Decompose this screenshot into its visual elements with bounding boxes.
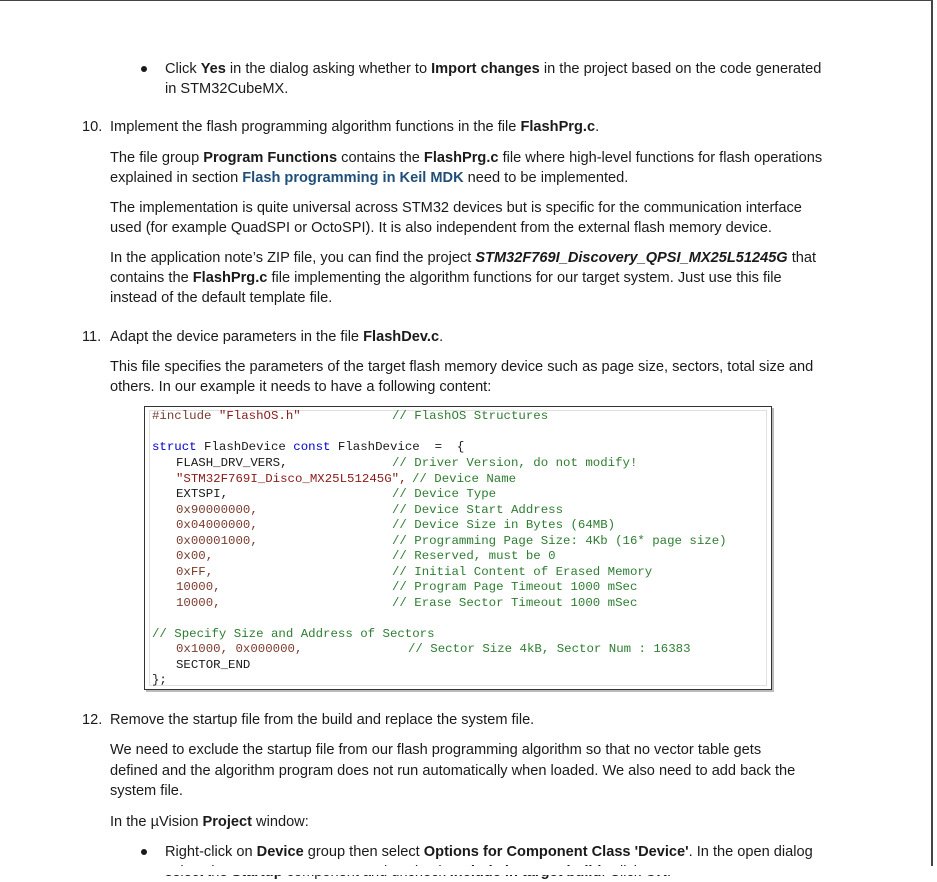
step-10-para-1: The file group Program Functions contains the FlashPrg.c file where high-level functions for flash operations — [110, 150, 823, 166]
code-field-value: 0x90000000, — [176, 502, 258, 517]
step-11-number: 11. — [82, 329, 102, 345]
code-sector-values: 0x1000, 0x000000, — [176, 642, 303, 656]
code-field-value: 0xFF, — [176, 564, 214, 579]
step-11-heading: Adapt the device parameters in the file FlashDev.c. — [110, 329, 444, 345]
code-field-comment: // Device Size in Bytes (64MB) — [392, 518, 616, 532]
code-field-comment: // Device Name — [412, 471, 517, 486]
step-11-para-line2: others. In our example it needs to have a following content: — [110, 379, 492, 395]
code-include-comment: // FlashOS Structures — [392, 409, 549, 423]
code-field-value: "STM32F769I_Disco_MX25L51245G", — [176, 471, 407, 486]
code-close-brace: }; — [152, 673, 167, 687]
code-sector-comment: // Specify Size and Address of Sectors — [152, 627, 435, 641]
step-10-para-2-line1: The implementation is quite universal across STM32 devices but is specific for the communication interface — [110, 200, 802, 216]
page-bottom-cutoff — [0, 866, 937, 875]
code-field-comment: // Initial Content of Erased Memory — [392, 564, 653, 579]
step-12-heading: Remove the startup file from the build and replace the system file. — [110, 712, 535, 728]
code-field-value: 0x04000000, — [176, 518, 258, 532]
section-link[interactable]: Flash programming in Keil MDK — [242, 170, 464, 186]
code-field-comment: // Erase Sector Timeout 1000 mSec — [392, 595, 638, 610]
bullet-import-changes-line2: in STM32CubeMX. — [165, 81, 289, 97]
step-10-para-3: In the application note’s ZIP file, you can find the project STM32F769I_Discovery_QPSI_MX25L51245G that — [110, 250, 817, 266]
code-field-value: EXTSPI, — [176, 487, 229, 501]
code-include-line: #include "FlashOS.h" — [152, 409, 301, 423]
code-field-comment: // Device Start Address — [392, 502, 564, 517]
code-field-value: 10000, — [176, 580, 221, 594]
code-field-comment: // Programming Page Size: 4Kb (16* page size) — [392, 533, 727, 548]
step-10-heading: Implement the flash programming algorithm functions in the file FlashPrg.c. — [110, 119, 600, 135]
bullet-right-click-device: Right-click on Device group then select Options for Component Class 'Device'. In the open dialog — [165, 844, 813, 860]
code-field-comment: // Device Type — [392, 487, 497, 501]
step-12-para-line2: defined and the algorithm program does not run automatically when loaded. We also need to add back the — [110, 763, 796, 779]
step-12-project-window: In the µVision Project window: — [110, 814, 309, 830]
code-field-comment: // Program Page Timeout 1000 mSec — [392, 580, 638, 594]
step-12-para-line3: system file. — [110, 783, 183, 799]
step-11-para-line1: This file specifies the parameters of the target flash memory device such as page size, sectors, total size and — [110, 359, 814, 375]
step-10-para-1-line2: explained in section Flash programming in Keil MDK need to be implemented. — [110, 170, 629, 186]
code-struct-line: struct FlashDevice const FlashDevice = { — [152, 440, 465, 454]
bullet-icon — [141, 66, 147, 72]
code-field-comment: // Driver Version, do not modify! — [392, 456, 638, 470]
step-10-para-3-line2: contains the FlashPrg.c file implementing the algorithm functions for our target system. Just use this file — [110, 270, 782, 286]
code-field-comment: // Reserved, must be 0 — [392, 549, 556, 563]
step-10-number: 10. — [82, 119, 103, 135]
code-field-value: FLASH_DRV_VERS, — [176, 456, 288, 470]
code-field-value: 0x00001000, — [176, 533, 258, 548]
bullet-icon — [141, 849, 147, 855]
code-field-value: 0x00, — [176, 549, 214, 563]
step-12-para-line1: We need to exclude the startup file from our flash programming algorithm so that no vector table gets — [110, 742, 762, 758]
code-sector-end: SECTOR_END — [176, 658, 251, 672]
step-10-para-2-line2: used (for example QuadSPI or OctoSPI). It is also independent from the external flash memory device. — [110, 220, 772, 236]
step-12-number: 12. — [82, 712, 103, 728]
code-field-value: 10000, — [176, 595, 221, 610]
bullet-import-changes: Click Yes in the dialog asking whether to Import changes in the project based on the code generated — [165, 61, 822, 77]
code-sector-inline-comment: // Sector Size 4kB, Sector Num : 16383 — [408, 642, 691, 656]
step-10-para-3-line3: instead of the default template file. — [110, 290, 333, 306]
